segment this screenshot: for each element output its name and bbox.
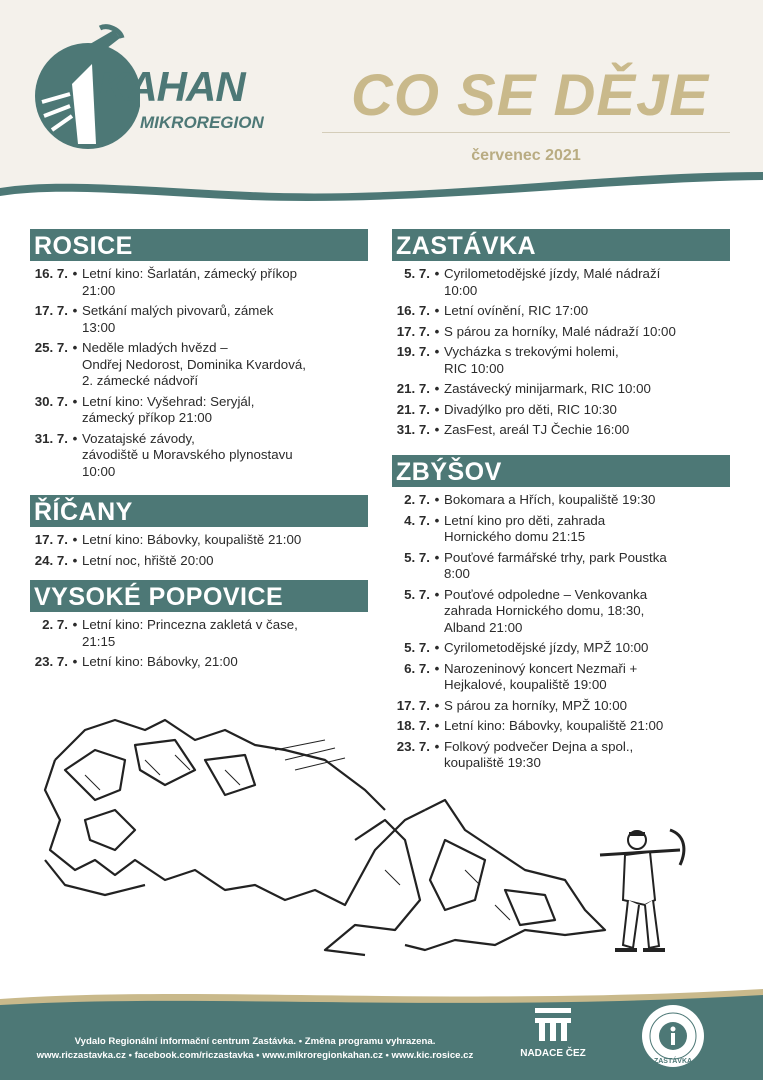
event-line: Vycházka s trekovými holemi,	[444, 344, 619, 359]
event-date: 17. 7.	[34, 303, 68, 318]
event-description	[82, 266, 368, 299]
event-description	[444, 587, 730, 637]
event-item	[30, 266, 368, 299]
event-item	[392, 266, 730, 299]
bullet-icon: •	[434, 512, 440, 528]
event-line: Letní kino: Princezna zakletá v čase,	[82, 617, 298, 632]
event-line: Cyrilometodějské jízdy, MPŽ 10:00	[444, 640, 649, 655]
event-item	[30, 617, 368, 650]
bullet-icon: •	[434, 344, 440, 359]
event-line: S párou za horníky, MPŽ 10:00	[444, 697, 628, 713]
event-date: 6. 7.	[404, 660, 430, 676]
event-item	[30, 394, 368, 427]
event-item	[30, 431, 368, 481]
event-description	[82, 394, 368, 427]
event-description	[444, 402, 730, 419]
event-description	[82, 532, 368, 549]
event-item	[30, 553, 368, 570]
event-description	[444, 492, 730, 509]
event-item	[392, 492, 730, 509]
event-line: Alband 21:00	[444, 619, 523, 635]
event-description	[444, 303, 730, 320]
event-date: 4. 7.	[404, 512, 430, 528]
event-description	[82, 654, 368, 671]
event-date: 17. 7.	[34, 532, 68, 547]
event-date: 23. 7.	[396, 738, 430, 754]
event-description	[444, 640, 730, 657]
event-line: Hornického domu 21:15	[444, 529, 586, 544]
event-description	[82, 553, 368, 570]
event-line: Letní ovínění, RIC 17:00	[444, 303, 589, 318]
bullet-icon: •	[72, 266, 78, 281]
event-line: S párou za horníky, Malé nádraží 10:00	[444, 323, 676, 339]
event-list	[30, 617, 368, 671]
event-description	[444, 422, 730, 439]
bullet-icon: •	[72, 303, 78, 318]
event-date: 17. 7.	[396, 323, 430, 339]
event-line: RIC 10:00	[444, 360, 504, 376]
event-line: 10:00	[82, 463, 116, 479]
event-line: Zastávecký minijarmark, RIC 10:00	[444, 381, 651, 396]
event-date: 21. 7.	[396, 381, 430, 396]
bullet-icon: •	[72, 430, 78, 446]
event-item	[392, 402, 730, 419]
bullet-icon: •	[434, 422, 440, 437]
event-description	[444, 344, 730, 377]
event-item	[392, 381, 730, 398]
event-date: 5. 7.	[404, 586, 430, 602]
event-date: 21. 7.	[396, 401, 430, 417]
event-line: Pouťové farmářské trhy, park Poustka	[444, 549, 667, 565]
brand-subtitle: MIKROREGION	[140, 113, 264, 132]
page-title: CO SE DĚJE	[350, 63, 710, 128]
event-description	[82, 340, 368, 390]
event-date: 31. 7.	[396, 422, 430, 437]
event-line: ZasFest, areál TJ Čechie 16:00	[444, 422, 630, 437]
event-date: 16. 7.	[34, 266, 68, 281]
event-line: Letní kino pro děti, zahrada	[444, 512, 606, 528]
section-title: ROSICE	[30, 229, 368, 261]
event-item	[392, 303, 730, 320]
event-line: Folkový podvečer Dejna a spol.,	[444, 738, 634, 754]
bullet-icon: •	[434, 549, 440, 565]
event-date: 5. 7.	[404, 549, 430, 565]
event-item	[30, 340, 368, 390]
event-item	[392, 324, 730, 341]
event-line: závodiště u Moravského plynostavu	[82, 447, 293, 462]
footer-links[interactable]: www.riczastavka.cz • facebook.com/riczastavka • www.mikroregionkahan.cz • www.kic.rosice.cz	[36, 1050, 474, 1061]
bullet-icon: •	[434, 381, 440, 396]
bullet-icon: •	[434, 323, 440, 339]
event-list	[30, 266, 368, 480]
section-title: ŘÍČANY	[30, 495, 368, 527]
event-date: 17. 7.	[396, 697, 430, 713]
event-line: Cyrilometodějské jízdy, Malé nádraží	[444, 266, 661, 281]
event-description	[82, 431, 368, 481]
event-description	[444, 550, 730, 583]
bullet-icon: •	[72, 340, 78, 355]
event-date: 30. 7.	[34, 393, 68, 409]
title-divider	[322, 132, 730, 133]
bullet-icon: •	[434, 401, 440, 417]
bullet-icon: •	[72, 552, 78, 568]
event-item	[30, 654, 368, 671]
event-description	[444, 513, 730, 546]
event-description	[444, 266, 730, 299]
section-rosice	[30, 229, 368, 484]
event-item	[30, 303, 368, 336]
event-line: Letní kino: Vyšehrad: Seryjál,	[82, 393, 255, 409]
nadace-cez-logo-icon	[518, 1005, 588, 1045]
event-description	[444, 324, 730, 341]
section-zastavka	[392, 229, 730, 443]
bullet-icon: •	[434, 660, 440, 676]
event-list	[30, 532, 368, 569]
section-title: VYSOKÉ POPOVICE	[30, 580, 368, 612]
event-line: 21:00	[82, 282, 116, 298]
event-line: Neděle mladých hvězd –	[82, 340, 228, 355]
event-item	[392, 422, 730, 439]
event-line: Letní kino: Bábovky, koupaliště 21:00	[82, 532, 302, 547]
month-label: červenec 2021	[471, 147, 581, 164]
event-line: Bokomara a Hřích, koupaliště 19:30	[444, 492, 656, 507]
event-line: Narozeninový koncert Nezmaři +	[444, 660, 638, 676]
event-date: 2. 7.	[404, 492, 430, 507]
event-item	[30, 532, 368, 549]
ric-badge-name: ZASTÁVKA	[653, 1058, 693, 1065]
bullet-icon: •	[72, 393, 78, 409]
bullet-icon: •	[434, 303, 440, 318]
miner-figure-icon	[600, 830, 684, 950]
event-item	[392, 513, 730, 546]
event-description	[444, 661, 730, 694]
ric-zastavka-badge-icon	[640, 1003, 706, 1069]
event-date: 5. 7.	[404, 266, 430, 281]
event-line: Letní kino: Šarlatán, zámecký příkop	[82, 266, 298, 281]
section-title: ZASTÁVKA	[392, 229, 730, 261]
bullet-icon: •	[72, 617, 78, 632]
event-date: 31. 7.	[34, 430, 68, 446]
bullet-icon: •	[434, 718, 440, 733]
event-line: zahrada Hornického domu, 18:30,	[444, 603, 645, 618]
event-description	[444, 381, 730, 398]
event-line: Letní kino: Bábovky, 21:00	[82, 654, 238, 669]
event-item	[392, 344, 730, 377]
event-description	[82, 303, 368, 336]
bullet-icon: •	[434, 586, 440, 602]
bullet-icon: •	[434, 492, 440, 507]
event-line: 2. zámecké nádvoří	[82, 373, 199, 388]
event-line: Pouťové odpoledne – Venkovanka	[444, 586, 648, 602]
event-item	[392, 640, 730, 657]
event-line: Vozatajské závody,	[82, 430, 195, 446]
event-line: 21:15	[82, 633, 116, 649]
event-line: Letní kino: Bábovky, koupaliště 21:00	[444, 718, 664, 733]
event-line: Letní noc, hřiště 20:00	[82, 552, 214, 568]
event-list	[392, 266, 730, 439]
nadace-cez-label: NADACE ČEZ	[520, 1048, 586, 1059]
event-line: 10:00	[444, 282, 478, 298]
section-vysoke-popovice	[30, 580, 368, 675]
event-date: 25. 7.	[34, 340, 68, 355]
event-line: Hejkalové, koupaliště 19:00	[444, 677, 607, 692]
event-description	[82, 617, 368, 650]
event-line: Setkání malých pivovarů, zámek	[82, 303, 274, 318]
event-item	[392, 587, 730, 637]
event-date: 19. 7.	[396, 344, 430, 359]
event-date: 2. 7.	[42, 617, 68, 632]
event-line: Ondřej Nedorost, Dominika Kvardová,	[82, 356, 306, 372]
section-ricany	[30, 495, 368, 573]
event-line: 8:00	[444, 566, 470, 581]
event-date: 23. 7.	[34, 654, 68, 669]
bullet-icon: •	[72, 654, 78, 669]
mining-landscape-illustration	[25, 697, 725, 980]
event-date: 5. 7.	[404, 640, 430, 655]
event-date: 16. 7.	[396, 303, 430, 318]
event-line: 13:00	[82, 319, 116, 335]
footer-publisher: Vydalo Regionální informační centrum Zastávka. • Změna programu vyhrazena.	[74, 1036, 436, 1047]
bullet-icon: •	[434, 266, 440, 281]
brand-name: KAHAN	[98, 63, 245, 110]
event-date: 24. 7.	[34, 552, 68, 568]
event-line: zámecký příkop 21:00	[82, 410, 213, 425]
bullet-icon: •	[434, 640, 440, 655]
bullet-icon: •	[434, 697, 440, 713]
section-title: ZBÝŠOV	[392, 455, 730, 487]
event-line: koupaliště 19:30	[444, 755, 541, 770]
event-item	[392, 550, 730, 583]
event-item	[392, 661, 730, 694]
bullet-icon: •	[72, 532, 78, 547]
bullet-icon: •	[434, 738, 440, 754]
event-date: 18. 7.	[396, 718, 430, 733]
event-line: Divadýlko pro děti, RIC 10:30	[444, 401, 617, 417]
